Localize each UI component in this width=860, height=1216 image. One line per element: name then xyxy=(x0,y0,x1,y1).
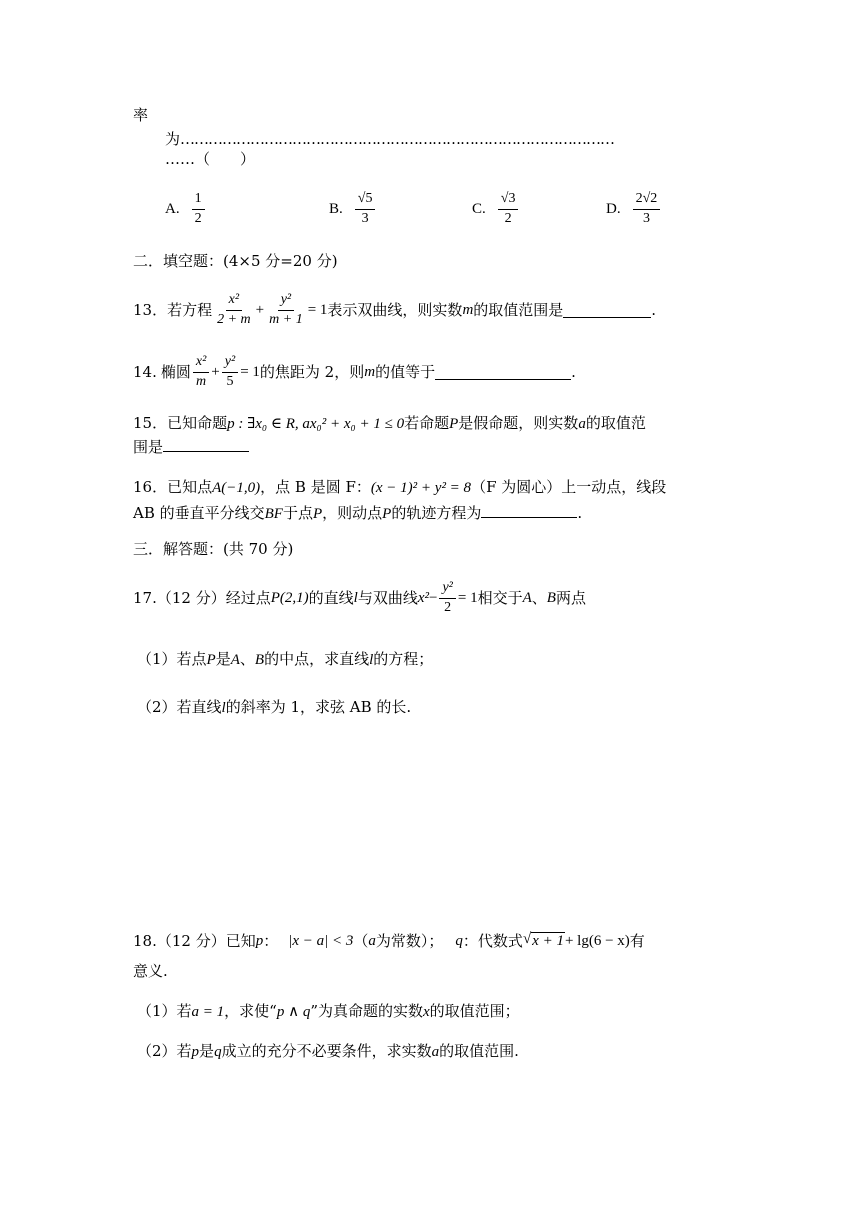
option-fraction xyxy=(355,192,376,226)
question-18-part1 xyxy=(137,1000,520,1023)
question-text: ，点 B 是圆 F： xyxy=(260,478,371,496)
question-15-line1 xyxy=(133,412,646,435)
question-text: 若方程 xyxy=(167,301,213,319)
operator: + xyxy=(211,364,220,380)
equals: = 1 xyxy=(307,302,328,318)
question-text: （1）若 xyxy=(137,1002,192,1020)
question-text: 的取值范围； xyxy=(429,1002,520,1020)
variable: m xyxy=(462,302,474,318)
question-text: 的值等于 xyxy=(375,363,436,381)
question-16-line1 xyxy=(133,476,666,499)
numerator: y² xyxy=(439,581,455,599)
numerator: y² xyxy=(222,355,238,373)
question-number: 18. xyxy=(133,932,157,950)
fraction-x xyxy=(193,355,209,389)
q12-prefix: 为 xyxy=(165,130,181,148)
question-text: 已知点 xyxy=(167,478,213,496)
question-number: 16． xyxy=(133,478,168,496)
denominator: 2 xyxy=(504,210,512,226)
numerator: 1 xyxy=(192,192,205,210)
section3-title: 三．解答题：(共 70 分) xyxy=(133,540,294,558)
option-fraction xyxy=(192,192,205,226)
denominator: 2 + m xyxy=(217,311,251,327)
radical-sign: √ xyxy=(522,931,532,948)
question-15-line2 xyxy=(133,436,249,458)
question-text: 是 xyxy=(215,650,231,668)
leader-dots: ………………………………………………………………………………… xyxy=(180,130,615,148)
segment-bf: BF xyxy=(264,506,283,522)
question-text: （12 分）已知 xyxy=(156,932,256,950)
option-label: B. xyxy=(329,200,343,217)
equation: a = 1 xyxy=(191,1004,225,1020)
variable: P xyxy=(382,506,392,522)
question-text: （F 为圆心）上一动点，线段 xyxy=(471,478,667,496)
numerator: x² xyxy=(193,355,209,373)
numerator: √5 xyxy=(355,192,376,210)
variable: A xyxy=(522,590,532,606)
question-text: 的焦距为 2，则 xyxy=(259,363,365,381)
separator: ： xyxy=(263,932,279,950)
numerator: √3 xyxy=(498,192,519,210)
variable: B xyxy=(546,590,556,606)
option-b xyxy=(329,192,377,226)
question-text: （1）若点 xyxy=(137,650,207,668)
question-text: 表示双曲线，则实数 xyxy=(327,301,463,319)
question-text: 是 xyxy=(199,1042,215,1060)
variable: l xyxy=(353,590,358,606)
question-text: 已知命题 xyxy=(167,414,228,432)
operator: − xyxy=(428,590,438,606)
conjunction: p ∧ q xyxy=(276,1004,311,1020)
question-text: （ xyxy=(353,932,369,950)
question-text: 的直线 xyxy=(308,589,354,607)
question-number: 17. xyxy=(133,589,157,607)
variable: P xyxy=(449,416,459,432)
q12-line2 xyxy=(165,128,614,150)
question-text: 相交于 xyxy=(477,589,523,607)
question-text: ，则动点 xyxy=(322,504,383,522)
question-text: 若命题 xyxy=(404,414,450,432)
question-13 xyxy=(133,290,656,330)
question-text: （2）若 xyxy=(137,1042,192,1060)
question-text: ”为真命题的实数 xyxy=(310,1002,423,1020)
question-text: 椭圆 xyxy=(160,363,191,381)
option-fraction xyxy=(498,192,519,226)
variable: q xyxy=(214,1044,222,1060)
question-text: （12 分）经过点 xyxy=(156,589,271,607)
variable: l xyxy=(221,700,226,716)
variable: B xyxy=(254,652,265,668)
question-text: ，求使“ xyxy=(224,1002,277,1020)
fraction-y xyxy=(266,293,306,327)
question-16-line2 xyxy=(133,502,582,525)
numerator: x² xyxy=(226,293,242,311)
variable: P xyxy=(206,652,216,668)
question-17 xyxy=(133,578,586,618)
option-fraction xyxy=(633,192,661,226)
question-text: 的取值范 xyxy=(585,414,646,432)
question-text: 的斜率为 1，求弦 AB 的长. xyxy=(225,698,412,716)
variable: P xyxy=(312,506,323,522)
variable: a xyxy=(578,416,586,432)
variable: a xyxy=(368,933,376,949)
answer-paren: ……（ ） xyxy=(165,150,256,168)
question-text: 是假命题，则实数 xyxy=(458,414,579,432)
denominator: m + 1 xyxy=(269,311,303,327)
operator: + xyxy=(255,302,265,318)
fraction-x xyxy=(214,293,254,327)
variable: x xyxy=(423,1004,430,1020)
question-text: （2）若直线 xyxy=(137,698,222,716)
equals: = 1 xyxy=(457,590,478,606)
question-text: 有 xyxy=(629,932,645,950)
question-17-part1 xyxy=(137,648,433,671)
variable: l xyxy=(369,652,374,668)
denominator: 3 xyxy=(361,210,369,226)
option-c xyxy=(472,192,520,226)
question-17-part2 xyxy=(137,696,411,719)
denominator: 2 xyxy=(444,599,452,615)
fraction-y xyxy=(439,581,455,615)
q12-fragment: 率 xyxy=(133,106,149,124)
variable: a xyxy=(431,1044,440,1060)
separator: 、 xyxy=(531,589,547,607)
question-14 xyxy=(133,352,576,392)
q12-line3 xyxy=(165,148,255,170)
circle-equation: (x − 1)² + y² = 8 xyxy=(370,480,472,496)
question-text: 成立的充分不必要条件，求实数 xyxy=(221,1042,432,1060)
proposition-expression: p : ∃x₀ ∈ R, ax₀² + x₀ + 1 ≤ 0 xyxy=(227,416,405,432)
question-text: 的取值范围. xyxy=(439,1042,519,1060)
period: . xyxy=(571,363,576,381)
question-18-line1 xyxy=(133,930,645,952)
period: . xyxy=(577,504,583,522)
question-number: 14. xyxy=(133,363,157,381)
answer-blank[interactable] xyxy=(163,436,249,452)
option-a xyxy=(165,192,207,226)
variable: p xyxy=(191,1044,200,1060)
question-text: 的中点，求直线 xyxy=(264,650,370,668)
question-18-part2 xyxy=(137,1040,519,1063)
variable: A xyxy=(230,652,240,668)
question-text: ：代数式 xyxy=(462,932,523,950)
radicand: x + 1 xyxy=(532,933,564,950)
question-text: 两点 xyxy=(555,589,586,607)
answer-blank[interactable] xyxy=(435,364,571,380)
question-18-line2: 意义. xyxy=(133,962,168,980)
log-term: + lg(6 − x) xyxy=(564,933,630,949)
denominator: m xyxy=(196,373,207,389)
option-label: D. xyxy=(606,200,621,217)
variable: q xyxy=(455,933,463,949)
question-text: 的取值范围是 xyxy=(473,301,564,319)
variable: m xyxy=(364,364,376,380)
numerator: y² xyxy=(278,293,294,311)
question-text: 为常数）； xyxy=(375,932,444,950)
denominator: 5 xyxy=(226,373,234,389)
inequality: |x − a| < 3 xyxy=(288,933,354,949)
square-root xyxy=(523,932,565,950)
answer-blank[interactable] xyxy=(563,302,651,318)
question-text: 围是 xyxy=(133,438,164,456)
q12-line1 xyxy=(133,104,148,126)
section2-title: 二．填空题：(4×5 分=20 分) xyxy=(133,252,338,270)
question-text: 的轨迹方程为 xyxy=(391,504,482,522)
point-a: A(−1,0) xyxy=(212,480,261,496)
option-label: A. xyxy=(165,200,180,217)
numerator: 2√2 xyxy=(633,192,661,210)
option-label: C. xyxy=(472,200,486,217)
answer-blank[interactable] xyxy=(481,502,577,518)
equals: = 1 xyxy=(240,364,260,380)
fraction-y xyxy=(222,355,238,389)
option-d xyxy=(606,192,662,226)
question-text: 与双曲线 xyxy=(357,589,418,607)
term-x-squared: x² xyxy=(417,590,429,606)
question-text: 的方程； xyxy=(373,650,434,668)
separator: 、 xyxy=(239,650,255,668)
period: . xyxy=(651,301,657,319)
denominator: 3 xyxy=(642,210,650,226)
variable: p xyxy=(255,933,264,949)
question-number: 15． xyxy=(133,414,168,432)
question-text: 于点 xyxy=(282,504,313,522)
point-p: P(2,1) xyxy=(270,590,309,606)
question-number: 13． xyxy=(133,301,168,319)
question-text: AB 的垂直平分线交 xyxy=(133,504,265,522)
denominator: 2 xyxy=(194,210,202,226)
